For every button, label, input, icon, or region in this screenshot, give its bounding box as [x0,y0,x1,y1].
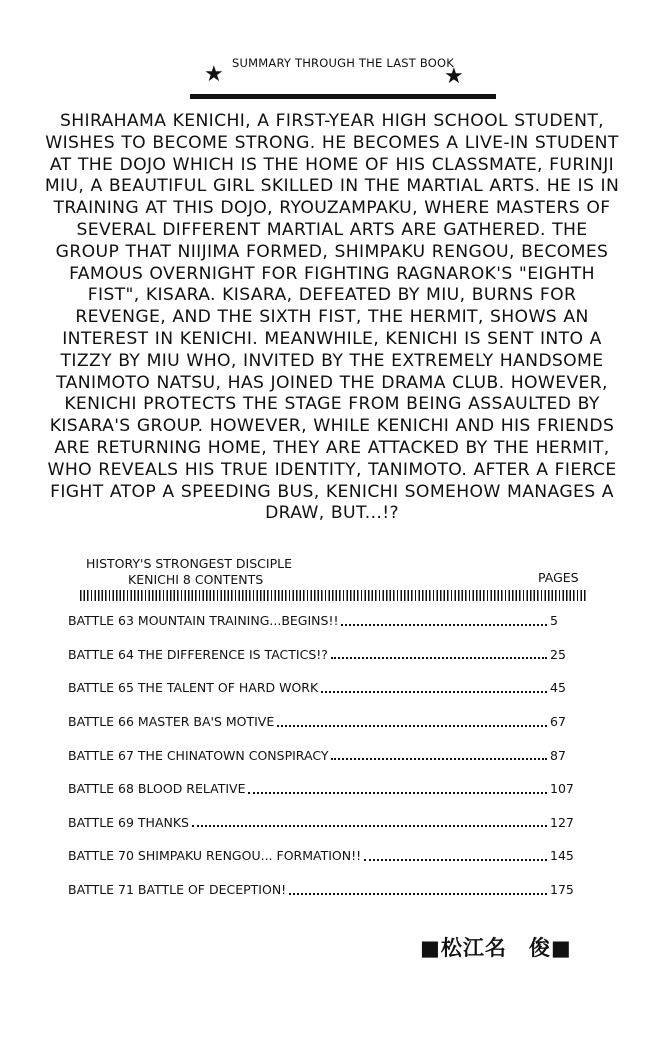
header-divider [190,94,496,99]
toc-leader-dots [248,780,547,794]
toc-chapter-title: BATTLE 65 THE TALENT OF HARD WORK [68,680,319,696]
contents-heading [86,556,292,588]
contents-heading-volume: KENICHI 8 CONTENTS [128,572,264,587]
star-icon-left: ★ [204,62,224,87]
table-of-contents [68,604,578,906]
toc-leader-dots [192,813,547,827]
toc-chapter-title: BATTLE 70 SHIMPAKU RENGOU... FORMATION!! [68,848,362,864]
toc-leader-dots [321,679,547,693]
summary-header [190,52,496,100]
toc-page-number: 145 [550,848,574,864]
toc-chapter-title: BATTLE 68 BLOOD RELATIVE [68,781,246,797]
toc-page-number: 87 [550,747,566,763]
pages-label: PAGES [538,570,579,585]
star-icon-right: ★ [444,64,464,89]
toc-row [68,638,578,672]
toc-row [68,671,578,705]
toc-leader-dots [331,746,547,760]
toc-row [68,873,578,907]
toc-page-number: 175 [550,882,574,898]
toc-row [68,806,578,840]
contents-heading-series: HISTORY'S STRONGEST DISCIPLE [86,556,292,571]
toc-leader-dots [341,612,547,626]
toc-page-number: 67 [550,714,566,730]
toc-chapter-title: BATTLE 66 MASTER BA'S MOTIVE [68,714,275,730]
toc-chapter-title: BATTLE 64 THE DIFFERENCE IS TACTICS!? [68,646,328,662]
toc-row [68,738,578,772]
toc-leader-dots [277,713,547,727]
toc-chapter-title: BATTLE 69 THANKS [68,814,189,830]
toc-chapter-title: BATTLE 71 BATTLE OF DECEPTION! [68,882,287,898]
toc-leader-dots [289,881,547,895]
toc-page-number: 5 [550,613,558,629]
summary-header-title: SUMMARY THROUGH THE LAST BOOK [232,56,454,70]
toc-leader-dots [331,645,547,659]
toc-chapter-title: BATTLE 63 MOUNTAIN TRAINING...BEGINS!! [68,613,339,629]
toc-page-number: 45 [550,680,566,696]
toc-page-number: 127 [550,814,574,830]
contents-divider [80,590,586,601]
toc-row [68,772,578,806]
toc-page-number: 107 [550,781,574,797]
story-summary: SHIRAHAMA KENICHI, A FIRST-YEAR HIGH SCHOOL STUDENT, WISHES TO BECOME STRONG. HE BECOMES A LIVE-IN STUDENT AT THE DOJO WHICH IS THE HOME OF HIS CLASSMATE, FURINJI MIU, A BEAUTIFUL GIRL SKILLED IN THE MARTIAL ARTS. HE IS IN TRAINING AT THIS DOJO, RYOUZAMPAKU, WHERE MASTERS OF SEVERAL DIFFERENT MARTIAL ARTS ARE GATHERED. THE GROUP THAT NIIJIMA FORMED, SHIMPAKU RENGOU, BECOMES FAMOUS OVERNIGHT FOR FIGHTING RAGNAROK'S "EIGHTH FIST", KISARA. KISARA, DEFEATED BY MIU, BURNS FOR REVENGE, AND THE SIXTH FIST, THE HERMIT, SHOWS AN INTEREST IN KENICHI. MEANWHILE, KENICHI IS SENT INTO A TIZZY BY MIU WHO, INVITED BY THE EXTREMELY HANDSOME TANIMOTO NATSU, HAS JOINED THE DRAMA CLUB. HOWEVER, KENICHI PROTECTS THE STAGE FROM BEING ASSAULTED BY KISARA'S GROUP. HOWEVER, WHILE KENICHI AND HIS FRIENDS ARE RETURNING HOME, THEY ARE ATTACKED BY THE HERMIT, WHO REVEALS HIS TRUE IDENTITY, TANIMOTO. AFTER A FIERCE FIGHT ATOP A SPEEDING BUS, KENICHI SOMEHOW MANAGES A DRAW, BUT...!? [44,111,620,524]
toc-leader-dots [364,847,547,861]
toc-page-number: 25 [550,646,566,662]
toc-row [68,604,578,638]
toc-row [68,705,578,739]
author-credit: ■松江名 俊■ [420,936,572,960]
toc-chapter-title: BATTLE 67 THE CHINATOWN CONSPIRACY [68,747,329,763]
toc-row [68,839,578,873]
